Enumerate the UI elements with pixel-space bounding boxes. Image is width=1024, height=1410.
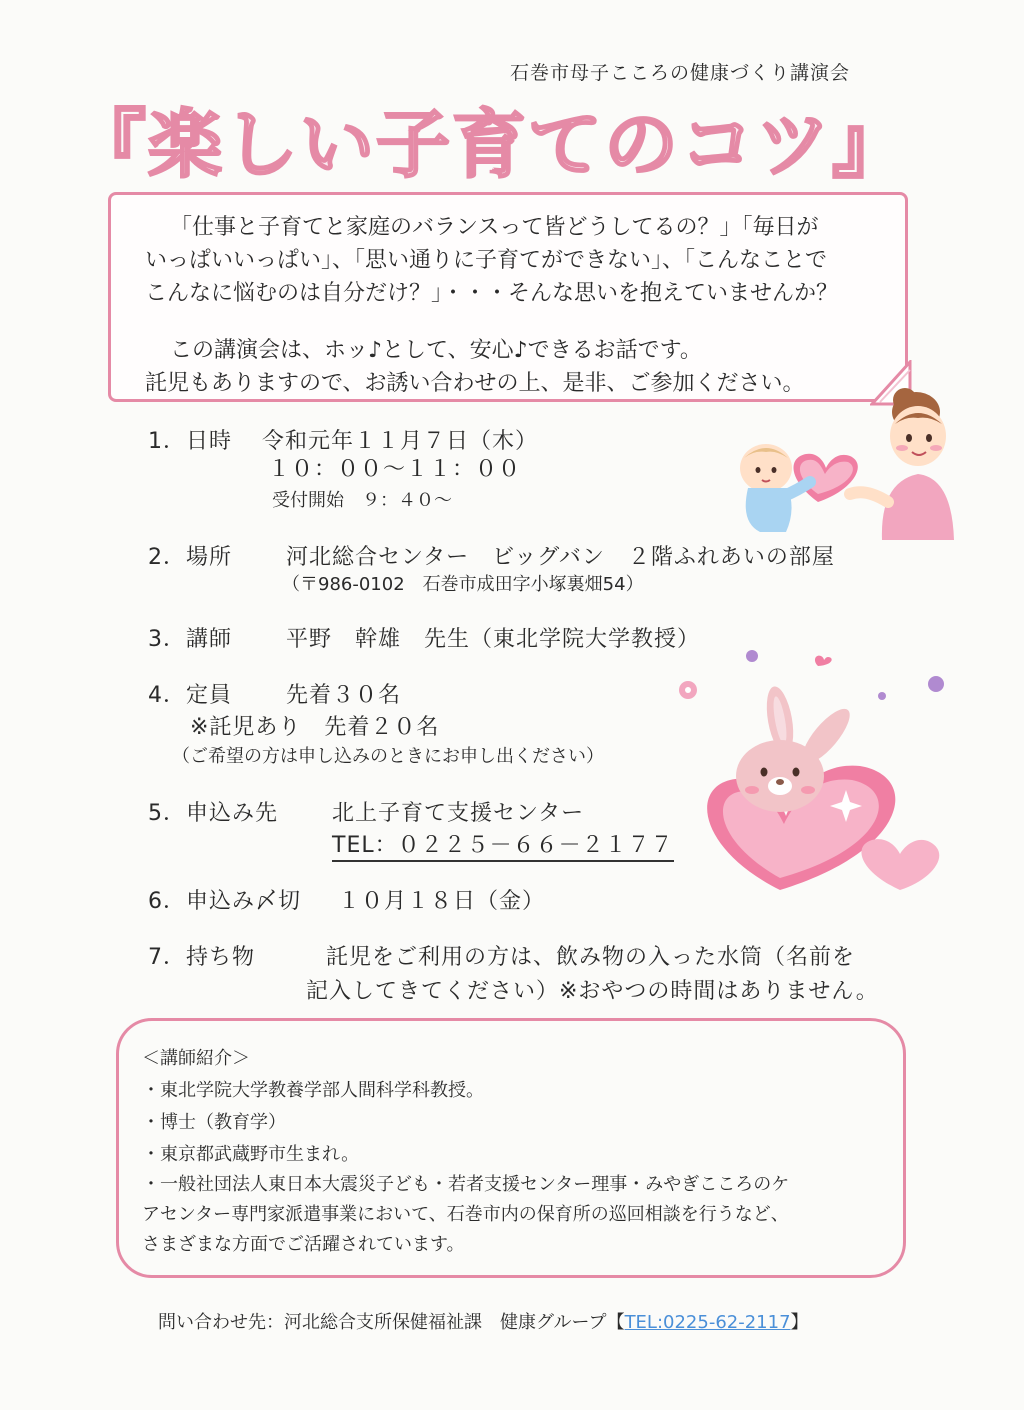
item-place-label: 2．場所 (148, 545, 232, 570)
intro-line: この講演会は、ホッ♪として、安心♪できるお話です。 (170, 338, 702, 363)
item-capacity-childcare: ※託児あり 先着２０名 (190, 715, 440, 740)
item-datetime-time: １０：００～１１：００ (268, 457, 522, 482)
footer-contact (158, 1308, 809, 1334)
intro-line: 託児もありますので、お誘い合わせの上、是非、ご参加ください。 (145, 371, 805, 396)
item-datetime-date: 令和元年１１月７日（木） (262, 429, 539, 454)
item-apply-value: 北上子育て支援センター (332, 801, 585, 826)
footer-tel-link[interactable]: TEL:0225-62-2117 (624, 1312, 791, 1333)
profile-line: ・東京都武蔵野市生まれ。 (142, 1144, 360, 1165)
item-deadline-value: １０月１８日（金） (338, 889, 546, 914)
item-datetime-label: 1．日時 (148, 429, 232, 454)
item-capacity-value: 先着３０名 (286, 683, 402, 708)
item-lecturer-value: 平野 幹雄 先生（東北学院大学教授） (286, 627, 701, 652)
item-datetime-reception: 受付開始 ９：４０～ (272, 490, 452, 511)
footer-bracket-close: 】 (790, 1312, 809, 1333)
profile-line: さまざまな方面でご活躍されています。 (142, 1234, 465, 1255)
item-capacity-label: 4．定員 (148, 683, 232, 708)
event-subtitle: 石巻市母子こころの健康づくり講演会 (510, 62, 851, 84)
profile-heading: ＜講師紹介＞ (142, 1048, 250, 1069)
mother-baby-heart-illustration (730, 382, 970, 542)
item-bring-line1: 託児をご利用の方は、飲み物の入った水筒（名前を (326, 945, 856, 970)
intro-line: こんなに悩むのは自分だけ？」・・・そんな思いを抱えていませんか？ (145, 281, 839, 306)
item-capacity-note: （ご希望の方は申し込みのときにお申し出ください） (172, 746, 604, 767)
profile-line: ・一般社団法人東日本大震災子ども・若者支援センター理事・みやぎこころのケ (142, 1174, 790, 1195)
profile-line: ・博士（教育学） (142, 1112, 286, 1133)
item-apply-label: 5．申込み先 (148, 801, 278, 826)
item-lecturer-label: 3．講師 (148, 627, 232, 652)
rabbit-heart-illustration (660, 640, 970, 910)
item-deadline-label: 6．申込み〆切 (148, 889, 301, 914)
heart-icon (815, 656, 832, 666)
footer-contact-label: 問い合わせ先：河北総合支所保健福祉課 健康グループ (158, 1312, 607, 1333)
item-place-value: 河北総合センター ビッグバン ２階ふれあいの部屋 (286, 545, 835, 570)
item-place-address: （〒986-0102 石巻市成田字小塚裏畑54） (282, 574, 644, 595)
event-title: 『楽しい子育てのコツ』 (72, 102, 908, 188)
profile-line: アセンター専門家派遣事業において、石巻市内の保育所の巡回相談を行うなど、 (142, 1204, 789, 1225)
flower-icon (746, 650, 758, 662)
flower-icon (928, 676, 944, 692)
intro-line: いっぱいいっぱい」、「思い通りに子育てができない」、「こんなことで (145, 248, 828, 273)
item-bring-label: 7．持ち物 (148, 945, 255, 970)
profile-line: ・東北学院大学教養学部人間科学科教授。 (142, 1080, 484, 1101)
item-apply-tel: TEL：０２２５－６６－２１７７ (332, 828, 674, 862)
intro-line: 「仕事と子育てと家庭のバランスって皆どうしてるの？」「毎日が (170, 215, 819, 240)
footer-bracket-open: 【 (606, 1312, 625, 1333)
item-bring-line2: 記入してきてください）※おやつの時間はありません。 (306, 979, 879, 1004)
